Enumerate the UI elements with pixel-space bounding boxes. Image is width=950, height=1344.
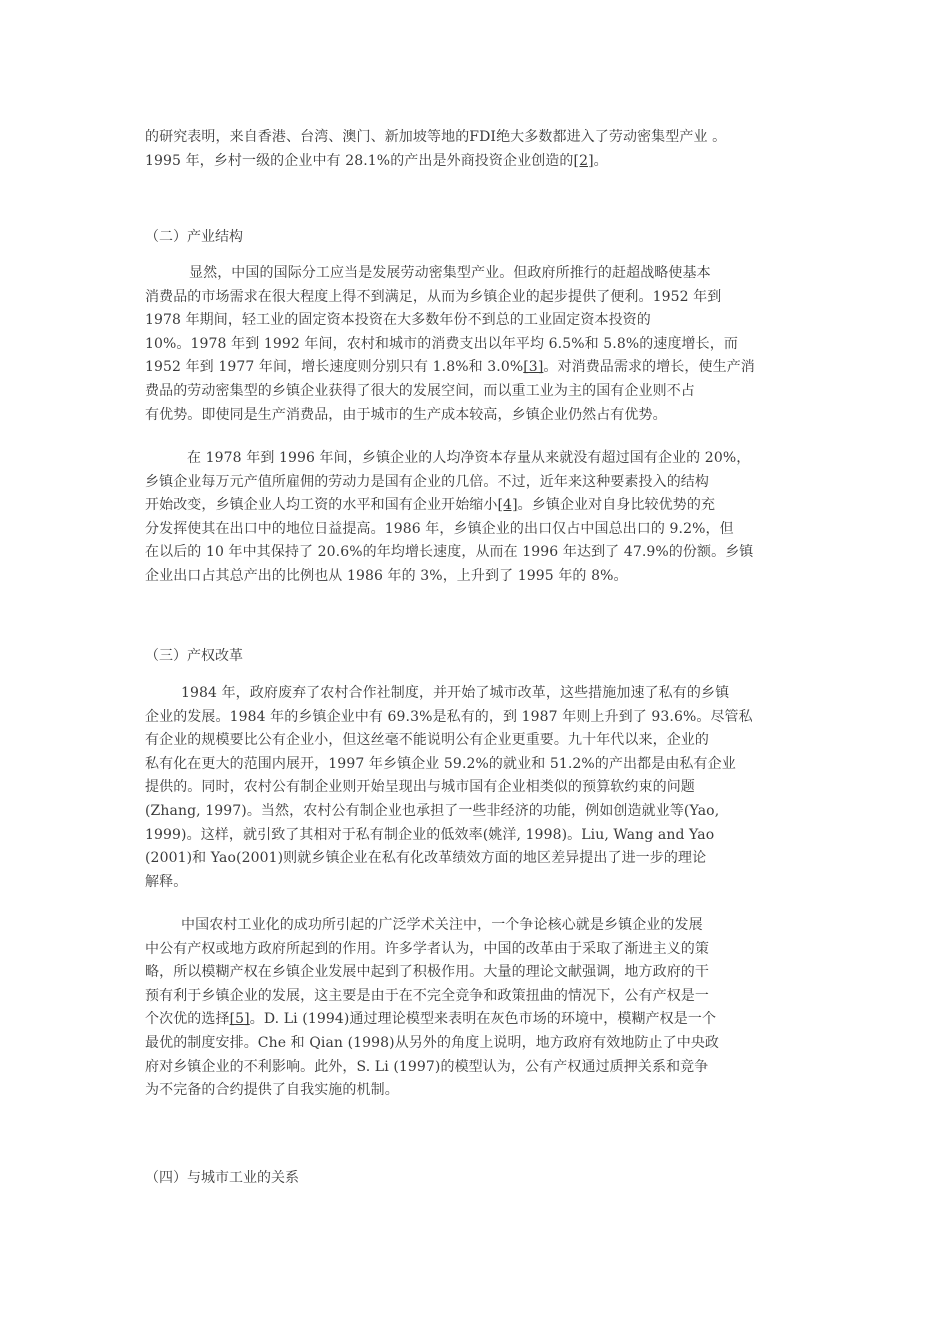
text-line (145, 150, 813, 174)
text-line: 为不完备的合约提供了自我实施的机制。 (145, 1082, 399, 1099)
text-line: 在 1978 年到 1996 年间，乡镇企业的人均净资本存量从来就没有超过国有企业的 20%， (187, 450, 751, 466)
text-line: 私有化在更大的范围内展开，1997 年乡镇企业 59.2%的就业和 51.2%的产出都是由私有企业 (145, 755, 736, 772)
text-span: 1995 年，乡村一级的企业中有 28.1%的产出是外商投资企业创造的 (145, 152, 574, 169)
paragraph-fdi (145, 126, 813, 173)
text-line: 消费品的市场需求在很大程度上得不到满足，从而为乡镇企业的起步提供了便利。1952 年到 (145, 288, 722, 305)
text-line: (2001)和 Yao(2001)则就乡镇企业在私有化改革绩效方面的地区差异提出了进一步的理论 (145, 850, 707, 867)
text-line: 府对乡镇企业的不利影响。此外，S. Li (1997)的模型认为，公有产权通过质押关系和竞争 (145, 1058, 709, 1075)
text-span: 。D. Li (1994)通过理论模型来表明在灰色市场的环境中，模糊产权是一个 (249, 1011, 717, 1028)
text-line: 1984 年，政府废弃了农村合作社制度，并开始了城市改革，这些措施加速了私有的乡镇 (181, 685, 730, 701)
text-line: 有优势。即使同是生产消费品，由于城市的生产成本较高，乡镇企业仍然占有优势。 (145, 406, 667, 423)
text-line: 1978 年期间，轻工业的固定资本投资在大多数年份不到总的工业固定资本投资的 (145, 312, 651, 329)
paragraph-factor-inputs (145, 447, 813, 589)
text-span: 。对消费品需求的增长，使生产消 (543, 359, 755, 376)
text-line: 1999)。这样，就引致了其相对于私有制企业的低效率(姚洋, 1998)。Liu, Wang and Yao (145, 826, 715, 843)
text-line: 中公有产权或地方政府所起到的作用。许多学者认为，中国的改革由于采取了渐进主义的策 (145, 940, 709, 957)
text-span: 1952 年到 1977 年间，增长速度则分别只有 1.8%和 3.0% (145, 359, 524, 376)
text-line (145, 356, 813, 380)
citation-link[interactable]: [3] (523, 359, 544, 376)
citation-link[interactable]: [2] (573, 152, 594, 169)
text-line: 10%。1978 年到 1992 年间，农村和城市的消费支出以年平均 6.5%和 5.8%的速度增长，而 (145, 335, 738, 352)
text-line: 分发挥使其在出口中的地位日益提高。1986 年，乡镇企业的出口仅占中国总出口的 9.2%，但 (145, 520, 734, 537)
text-line: 有企业的规模要比公有企业小，但这丝毫不能说明公有企业更重要。九十年代以来，企业的 (145, 732, 709, 749)
paragraph-privatization (145, 682, 813, 894)
citation-link[interactable]: [5] (229, 1011, 250, 1028)
paragraph-industrial-structure (145, 262, 813, 427)
text-line: 中国农村工业化的成功所引起的广泛学术关注中，一个争论核心就是乡镇企业的发展 (181, 917, 703, 933)
text-line: 最优的制度安排。Che 和 Qian (1998)从另外的角度上说明，地方政府有效地防止了中央政 (145, 1034, 720, 1051)
text-line: 解释。 (145, 873, 188, 890)
section-heading-industrial-structure: （二）产业结构 (145, 229, 243, 245)
section-heading-property-reform: （三）产权改革 (145, 648, 243, 664)
text-span: 。 (593, 152, 608, 169)
text-line: 费品的劳动密集型的乡镇企业获得了很大的发展空间，而以重工业为主的国有企业则不占 (145, 382, 695, 399)
text-line: (Zhang, 1997)。当然，农村公有制企业也承担了一些非经济的功能，例如创造就业等(Yao, (145, 802, 720, 819)
text-span: 个次优的选择 (145, 1011, 230, 1028)
section-heading-urban-industry: （四）与城市工业的关系 (145, 1170, 299, 1186)
text-span: 。乡镇企业对自身比较优势的充 (517, 497, 716, 514)
citation-link[interactable]: [4] (497, 497, 518, 514)
text-line: 提供的。同时，农村公有制企业则开始呈现出与城市国有企业相类似的预算软约束的问题 (145, 779, 695, 796)
text-line: 显然，中国的国际分工应当是发展劳动密集型产业。但政府所推行的赶超战略使基本 (189, 265, 711, 281)
text-span: 开始改变，乡镇企业人均工资的水平和国有企业开始缩小 (145, 497, 498, 514)
text-line: 的研究表明，来自香港、台湾、澳门、新加坡等地的FDI绝大多数都进入了劳动密集型产业 。 (145, 129, 727, 145)
text-line: 预有利于乡镇企业的发展，这主要是由于在不完全竞争和政策扭曲的情况下，公有产权是一 (145, 987, 709, 1004)
text-line: 企业的发展。1984 年的乡镇企业中有 69.3%是私有的，到 1987 年则上升到了 93.6%。尽管私 (145, 708, 753, 725)
text-line (145, 1008, 813, 1032)
text-line: 略，所以模糊产权在乡镇企业发展中起到了积极作用。大量的理论文献强调，地方政府的干 (145, 964, 709, 981)
paragraph-public-ownership (145, 914, 813, 1103)
text-line: 企业出口占其总产出的比例也从 1986 年的 3%，上升到了 1995 年的 8%。 (145, 567, 628, 584)
text-line: 乡镇企业每万元产值所雇佣的劳动力是国有企业的几倍。不过，近年来这种要素投入的结构 (145, 473, 709, 490)
text-line: 在以后的 10 年中其保持了 20.6%的年均增长速度，从而在 1996 年达到了 47.9%的份额。乡镇 (145, 544, 754, 561)
text-line (145, 494, 813, 518)
